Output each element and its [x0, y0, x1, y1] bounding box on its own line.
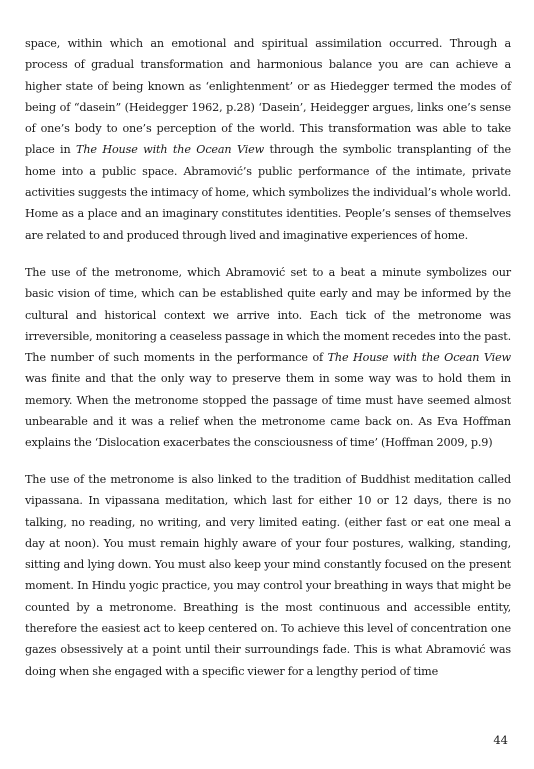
- paragraph-1-text-a: space, within which an emotional and spiritual assimilation occurred. Through a process of gradual transformation and harmonious balance you are can achieve a higher state of being known as ‘enlightenment’ or as Hiedegger termed the modes of being of “dasein” (Heidegger 1962, p.28) ‘Dasein’, Heidegger argues, links one’s sense of one’s body to one’s perception of the world. This transformation was able to take place in: [25, 37, 511, 157]
- artwork-title: The House with the Ocean View: [327, 351, 511, 365]
- artwork-title: The House with the Ocean View: [76, 143, 265, 157]
- paragraph-1-text-b: through the symbolic transplanting of the home into a public space. Abramović’s public performance of the intimate, private activities suggests the intimacy of home, which symbolizes the individual’s whole world. Home as a place and an imaginary constitutes identities. People’s senses of themselves are related to and produced through lived and imaginative experiences of home.: [25, 143, 511, 242]
- paragraph-2-text-b: was finite and that the only way to preserve them in some way was to hold them in memory. When the metronome stopped the passage of time must have seemed almost unbearable and it was a relief when the metronome came back on. As Eva Hoffman explains the ‘Dislocation exacerbates the consciousness of time’ (Hoffman 2009, p.9): [25, 372, 511, 450]
- paragraph-2-text-a: The use of the metronome, which Abramović set to a beat a minute symbolizes our basic vision of time, which can be established quite early and may be informed by the cultural and historical context we arrive into. Each tick of the metronome was irreversible, monitoring a ceaseless passage in which the moment recedes into the past. The number of such moments in the performance of: [25, 266, 511, 365]
- paragraph-vipassana-meditation: [25, 469, 511, 682]
- paragraph-metronome-time: [25, 262, 511, 454]
- paragraph-3-text: The use of the metronome is also linked to the tradition of Buddhist meditation called vipassana. In vipassana meditation, which last for either 10 or 12 days, there is no talking, no reading, no writing, and very limited eating. (either fast or eat one meal a day at noon). You must remain highly aware of your four postures, walking, standing, sitting and lying down. You must also keep your mind constantly focused on the present moment. In Hindu yogic practice, you may control your breathing in ways that might be counted by a metronome. Breathing is the most continuous and accessible entity, therefore the easiest act to keep centered on. To achieve this level of concentration one gazes obsessively at a point until their surroundings fade. This is what Abramović was doing when she engaged with a specific viewer for a lengthy period of time: [25, 473, 511, 678]
- paragraph-home-dasein: [25, 33, 511, 246]
- page-number: 44: [493, 733, 508, 747]
